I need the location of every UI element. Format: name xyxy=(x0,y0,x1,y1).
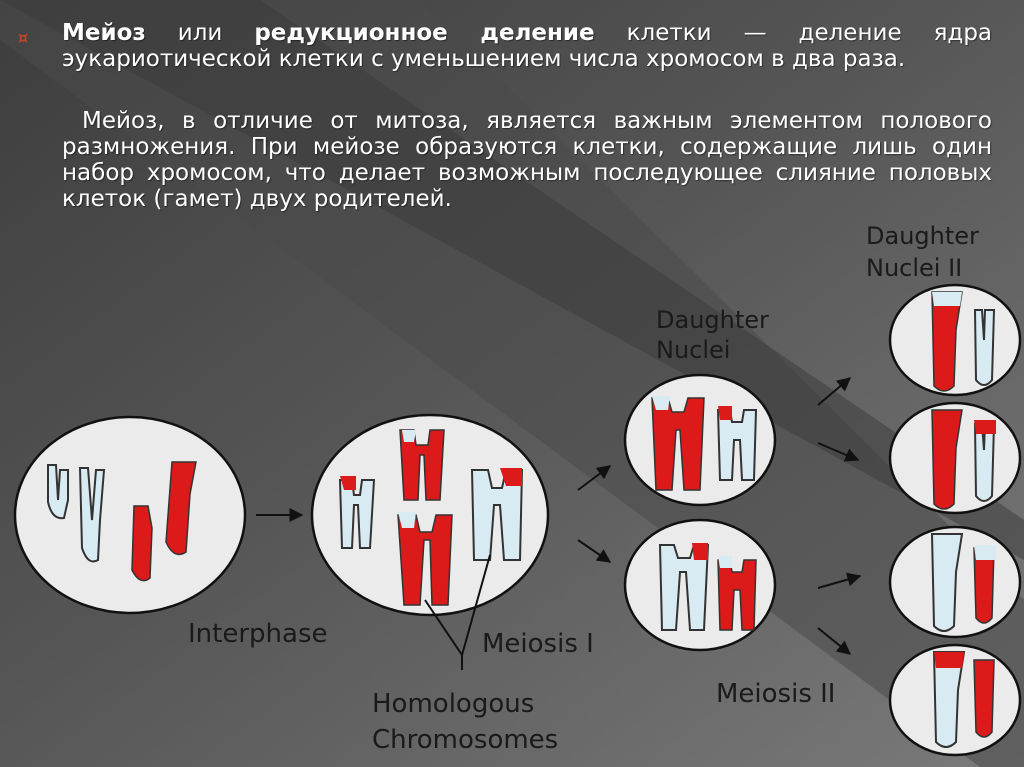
label-daughter-nuclei2-1: Daughter xyxy=(866,222,979,250)
arrow-3b xyxy=(818,443,858,460)
term-reduction-division: редукционное деление xyxy=(254,20,595,46)
label-daughter-nuclei2-2: Nuclei II xyxy=(866,254,963,282)
arrow-2b xyxy=(578,540,610,562)
label-homologous-1: Homologous xyxy=(372,689,535,719)
arrow-3a xyxy=(818,378,850,405)
label-daughter-nuclei-1: Daughter xyxy=(656,306,769,334)
arrow-2a xyxy=(578,466,610,490)
daughter-nucleus-top xyxy=(625,375,775,505)
arrow-3c xyxy=(818,576,860,588)
bullet-icon: ¤ xyxy=(18,28,29,47)
definition-rest: клетки — деление ядра эукариотической клетки с уменьшением числа хромосом в два раза. xyxy=(62,20,993,72)
term-meiosis: Мейоз xyxy=(62,20,146,46)
label-meiosis1: Meiosis I xyxy=(482,629,594,659)
daughter-nucleus2-4 xyxy=(890,645,1020,755)
connector-or: или xyxy=(145,20,255,46)
label-meiosis2: Meiosis II xyxy=(716,679,836,709)
daughter-nucleus2-3 xyxy=(890,527,1020,637)
label-homologous-2: Chromosomes xyxy=(372,725,559,755)
daughter-nucleus2-1 xyxy=(890,285,1020,395)
label-interphase: Interphase xyxy=(188,619,328,649)
label-daughter-nuclei-2: Nuclei xyxy=(656,336,731,364)
arrow-3d xyxy=(818,628,850,654)
explanation-paragraph: Мейоз, в отличие от митоза, является важным элементом полового размножения. При мейозе образуются клетки, содержащие лишь один набор хромосом, что делает возможным последующее слияние половых клеток (гамет) двух родителей. xyxy=(62,108,992,212)
daughter-nucleus2-2 xyxy=(890,403,1020,513)
interphase-cell xyxy=(15,417,245,613)
daughter-nucleus-bottom xyxy=(625,520,775,650)
